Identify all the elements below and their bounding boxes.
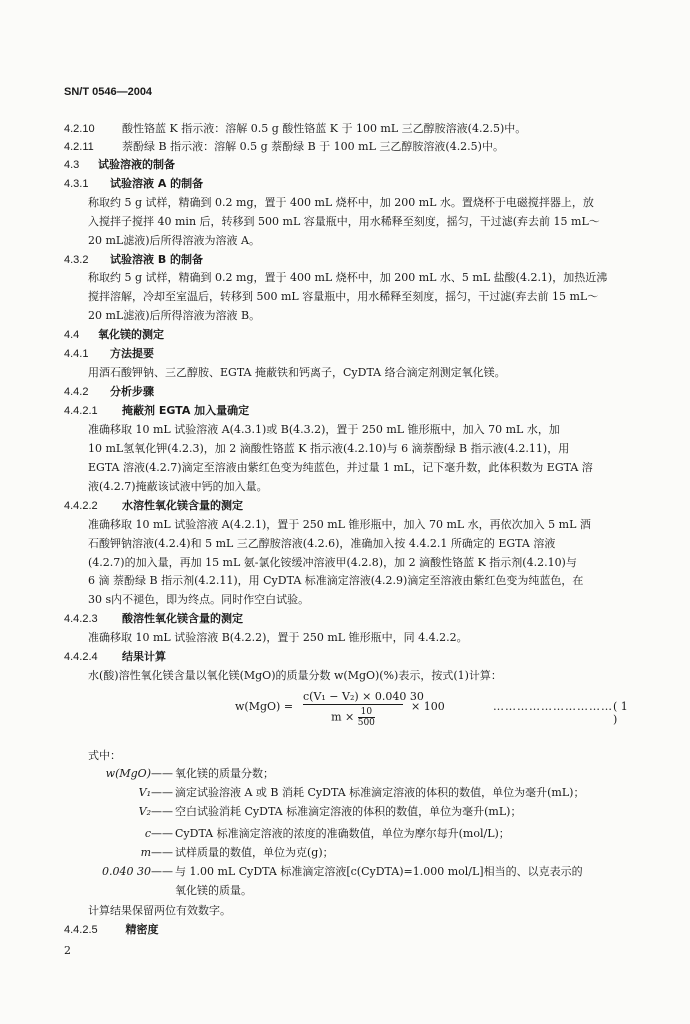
formula-den-prefix: m × [331,710,355,724]
section-title: 分析步骤 [110,385,154,398]
definition-dash: —— [151,846,173,859]
definition-row [64,805,664,819]
section-number: 4.4.2.3 [64,613,98,625]
paragraph-line [88,366,506,380]
paragraph-line [88,234,260,248]
paragraph-line [88,480,268,494]
section-title: 酸溶性氧化镁含量的测定 [122,612,243,625]
section-number: 4.3 [64,159,80,171]
formula-leader-dots: ………………………… [493,700,613,713]
line-text: 水(酸)溶性氧化镁含量以氧化镁(MgO)的质量分数 w(MgO)(%)表示，按式(1)计算： [88,669,502,682]
formula-fraction [303,690,424,728]
line-text: 称取约 5 g 试样，精确到 0.2 mg，置于 400 mL 烧杯中，加 200 mL 水。置烧杯于电磁搅拌器上，放 [88,196,594,209]
section-title: 精密度 [125,923,159,936]
section-line [64,328,164,342]
where-label: 式中： [88,749,121,762]
section-title: 方法提要 [110,347,154,360]
section-number: 4.4.2.1 [64,405,98,417]
paragraph-line [88,442,569,456]
definition-symbol: 0.040 30 [102,865,151,878]
standard-code-header: SN/T 0546—2004 [64,86,153,98]
paragraph-line [88,461,593,475]
line-text: 10 mL氢氧化钾(4.2.3)，加 2 滴酸性铬蓝 K 指示液(4.2.10)与 6 滴萘酚绿 B 指示液(4.2.11)，用 [88,442,570,455]
definition-text: 空白试验消耗 CyDTA 标准滴定溶液的体积的数值，单位为毫升(mL)； [175,805,522,818]
definition-continuation: 氧化镁的质量。 [175,884,252,897]
definition-row [64,827,664,841]
line-text: 准确移取 10 mL 试验溶液 A(4.2.1)，置于 250 mL 锥形瓶中，加入 70 mL 水，再依次加入 5 mL 酒 [88,518,591,531]
formula-small-fraction [358,707,375,728]
formula-number: ( 1 ) [613,700,628,726]
definition-symbol: w(MgO) [105,767,151,780]
line-text: 酸性铬蓝 K 指示液：溶解 0.5 g 酸性铬蓝 K 于 100 mL 三乙醇胺溶液(4.2.5)中。 [122,122,527,135]
definition-row [64,767,664,781]
section-number: 4.4.2 [64,386,89,398]
section-line [64,499,243,513]
section-line [64,158,175,172]
page-number: 2 [64,944,71,957]
section-number: 4.4.1 [64,348,89,360]
section-number: 4.3.1 [64,178,89,190]
line-text: 20 mL滤液)后所得溶液为溶液 B。 [88,309,261,322]
definition-text: 氧化镁的质量分数； [175,767,274,780]
definition-dash: —— [151,786,173,799]
definition-symbol: c [144,827,151,840]
section-line [64,612,243,626]
definition-text: 滴定试验溶液 A 或 B 消耗 CyDTA 标准滴定溶液的体积的数值，单位为毫升(mL)； [175,786,585,799]
line-text: 称取约 5 g 试样，精确到 0.2 mg，置于 400 mL 烧杯中，加 200 mL 水、5 mL 盐酸(4.2.1)，加热近沸 [88,271,608,284]
section-line [64,140,504,154]
section-number: 4.3.2 [64,254,89,266]
paragraph-line [88,669,502,683]
section-title: 试验溶液 A 的制备 [110,177,204,190]
section-line [64,177,203,191]
formula-small-bottom: 500 [357,718,375,728]
paragraph-line [88,215,600,229]
line-text: 石酸钾钠溶液(4.2.4)和 5 mL 三乙醇胺溶液(4.2.6)，准确加入按 4.4.2.1 所确定的 EGTA 溶液 [88,537,556,550]
definition-text: 与 1.00 mL CyDTA 标准滴定溶液[c(CyDTA)=1.000 mol/L]相当的、以克表示的 [175,865,583,878]
definition-dash: —— [151,865,173,878]
definition-row [64,786,664,800]
definition-symbol: V₂ [138,805,151,818]
line-text: 用酒石酸钾钠、三乙醇胺、EGTA 掩蔽铁和钙离子，CyDTA 络合滴定剂测定氧化镁。 [88,366,506,379]
paragraph-line [88,556,577,570]
definition-row [64,846,664,860]
section-number: 4.2.11 [64,141,94,153]
paragraph-line [88,631,468,645]
formula-1 [235,690,630,738]
line-text: (4.2.7)的加入量，再加 15 mL 氨-氯化铵缓冲溶液甲(4.2.8)，加 2 滴酸性铬蓝 K 指示剂(4.2.10)与 [88,556,577,569]
section-title: 试验溶液的制备 [98,158,175,171]
formula-numerator: c(V₁ − V₂) × 0.040 30 [303,690,424,703]
formula-denominator [303,705,403,728]
section-number: 4.4.2.2 [64,500,98,512]
paragraph-line [88,574,583,588]
definition-symbol: V₁ [138,786,151,799]
section-number: 4.2.10 [64,123,95,135]
section-line [64,385,154,399]
section-number: 4.4.2.5 [64,924,98,936]
section-title: 试验溶液 B 的制备 [110,253,204,266]
definition-dash: —— [151,805,173,818]
section-line [64,404,249,418]
section-line [64,347,154,361]
formula-small-top: 10 [358,707,375,718]
line-text: 6 滴 萘酚绿 B 指示剂(4.2.11)，用 CyDTA 标准滴定溶液(4.2.9)滴定至溶液由紫红色变为纯蓝色，在 [88,574,584,587]
paragraph-line [88,290,598,304]
line-text: 入搅拌子搅拌 40 min 后，转移到 500 mL 容量瓶中，用水稀释至刻度，摇匀，干过滤(弃去前 15 mL～ [88,215,600,228]
section-number: 4.4.2.4 [64,651,98,663]
paragraph-line [88,309,260,323]
paragraph-line [88,537,555,551]
definition-text: 试样质量的数值，单位为克(g)； [175,846,334,859]
line-text: 20 mL滤液)后所得溶液为溶液 A。 [88,234,260,247]
line-text: 液(4.2.7)掩蔽该试液中钙的加入量。 [88,480,268,493]
section-title: 水溶性氧化镁含量的测定 [122,499,243,512]
line-text: 准确移取 10 mL 试验溶液 B(4.2.2)，置于 250 mL 锥形瓶中，同 4.4.2.2。 [88,631,468,644]
section-number: 4.4 [64,329,80,341]
closing-note: 计算结果保留两位有效数字。 [88,904,231,917]
section-line [64,650,166,664]
paragraph-line [88,518,591,532]
definition-symbol: m [140,846,151,859]
line-text: 准确移取 10 mL 试验溶液 A(4.3.1)或 B(4.3.2)，置于 250 mL 锥形瓶中，加入 70 mL 水，加 [88,423,560,436]
definition-text: CyDTA 标准滴定溶液的浓度的准确数值，单位为摩尔每升(mol/L)； [175,827,510,840]
section-line [64,122,526,136]
line-text: 萘酚绿 B 指示液：溶解 0.5 g 萘酚绿 B 于 100 mL 三乙醇胺溶液(4.2.5)中。 [122,140,504,153]
definition-row [64,865,664,879]
paragraph-line [88,423,560,437]
line-text: 30 s内不褪色，即为终点。同时作空白试验。 [88,593,310,606]
formula-lhs: w(MgO) = [235,700,294,713]
line-text: EGTA 溶液(4.2.7)滴定至溶液由紫红色变为纯蓝色，并过量 1 mL，记下毫升数，此体积数为 EGTA 溶 [88,461,593,474]
section-title: 氧化镁的测定 [98,328,164,341]
formula-multiplier: × 100 [411,700,445,713]
paragraph-line [88,593,309,607]
line-text: 搅拌溶解，冷却至室温后，转移到 500 mL 容量瓶中，用水稀释至刻度，摇匀，干过滤(弃去前 15 mL～ [88,290,599,303]
section-heading-4-4-2-5 [64,923,159,937]
paragraph-line [88,196,594,210]
paragraph-line [88,271,607,285]
section-title: 掩蔽剂 EGTA 加入量确定 [122,404,250,417]
section-line [64,253,203,267]
definition-dash: —— [151,827,173,840]
definition-dash: —— [151,767,173,780]
section-title: 结果计算 [122,650,166,663]
